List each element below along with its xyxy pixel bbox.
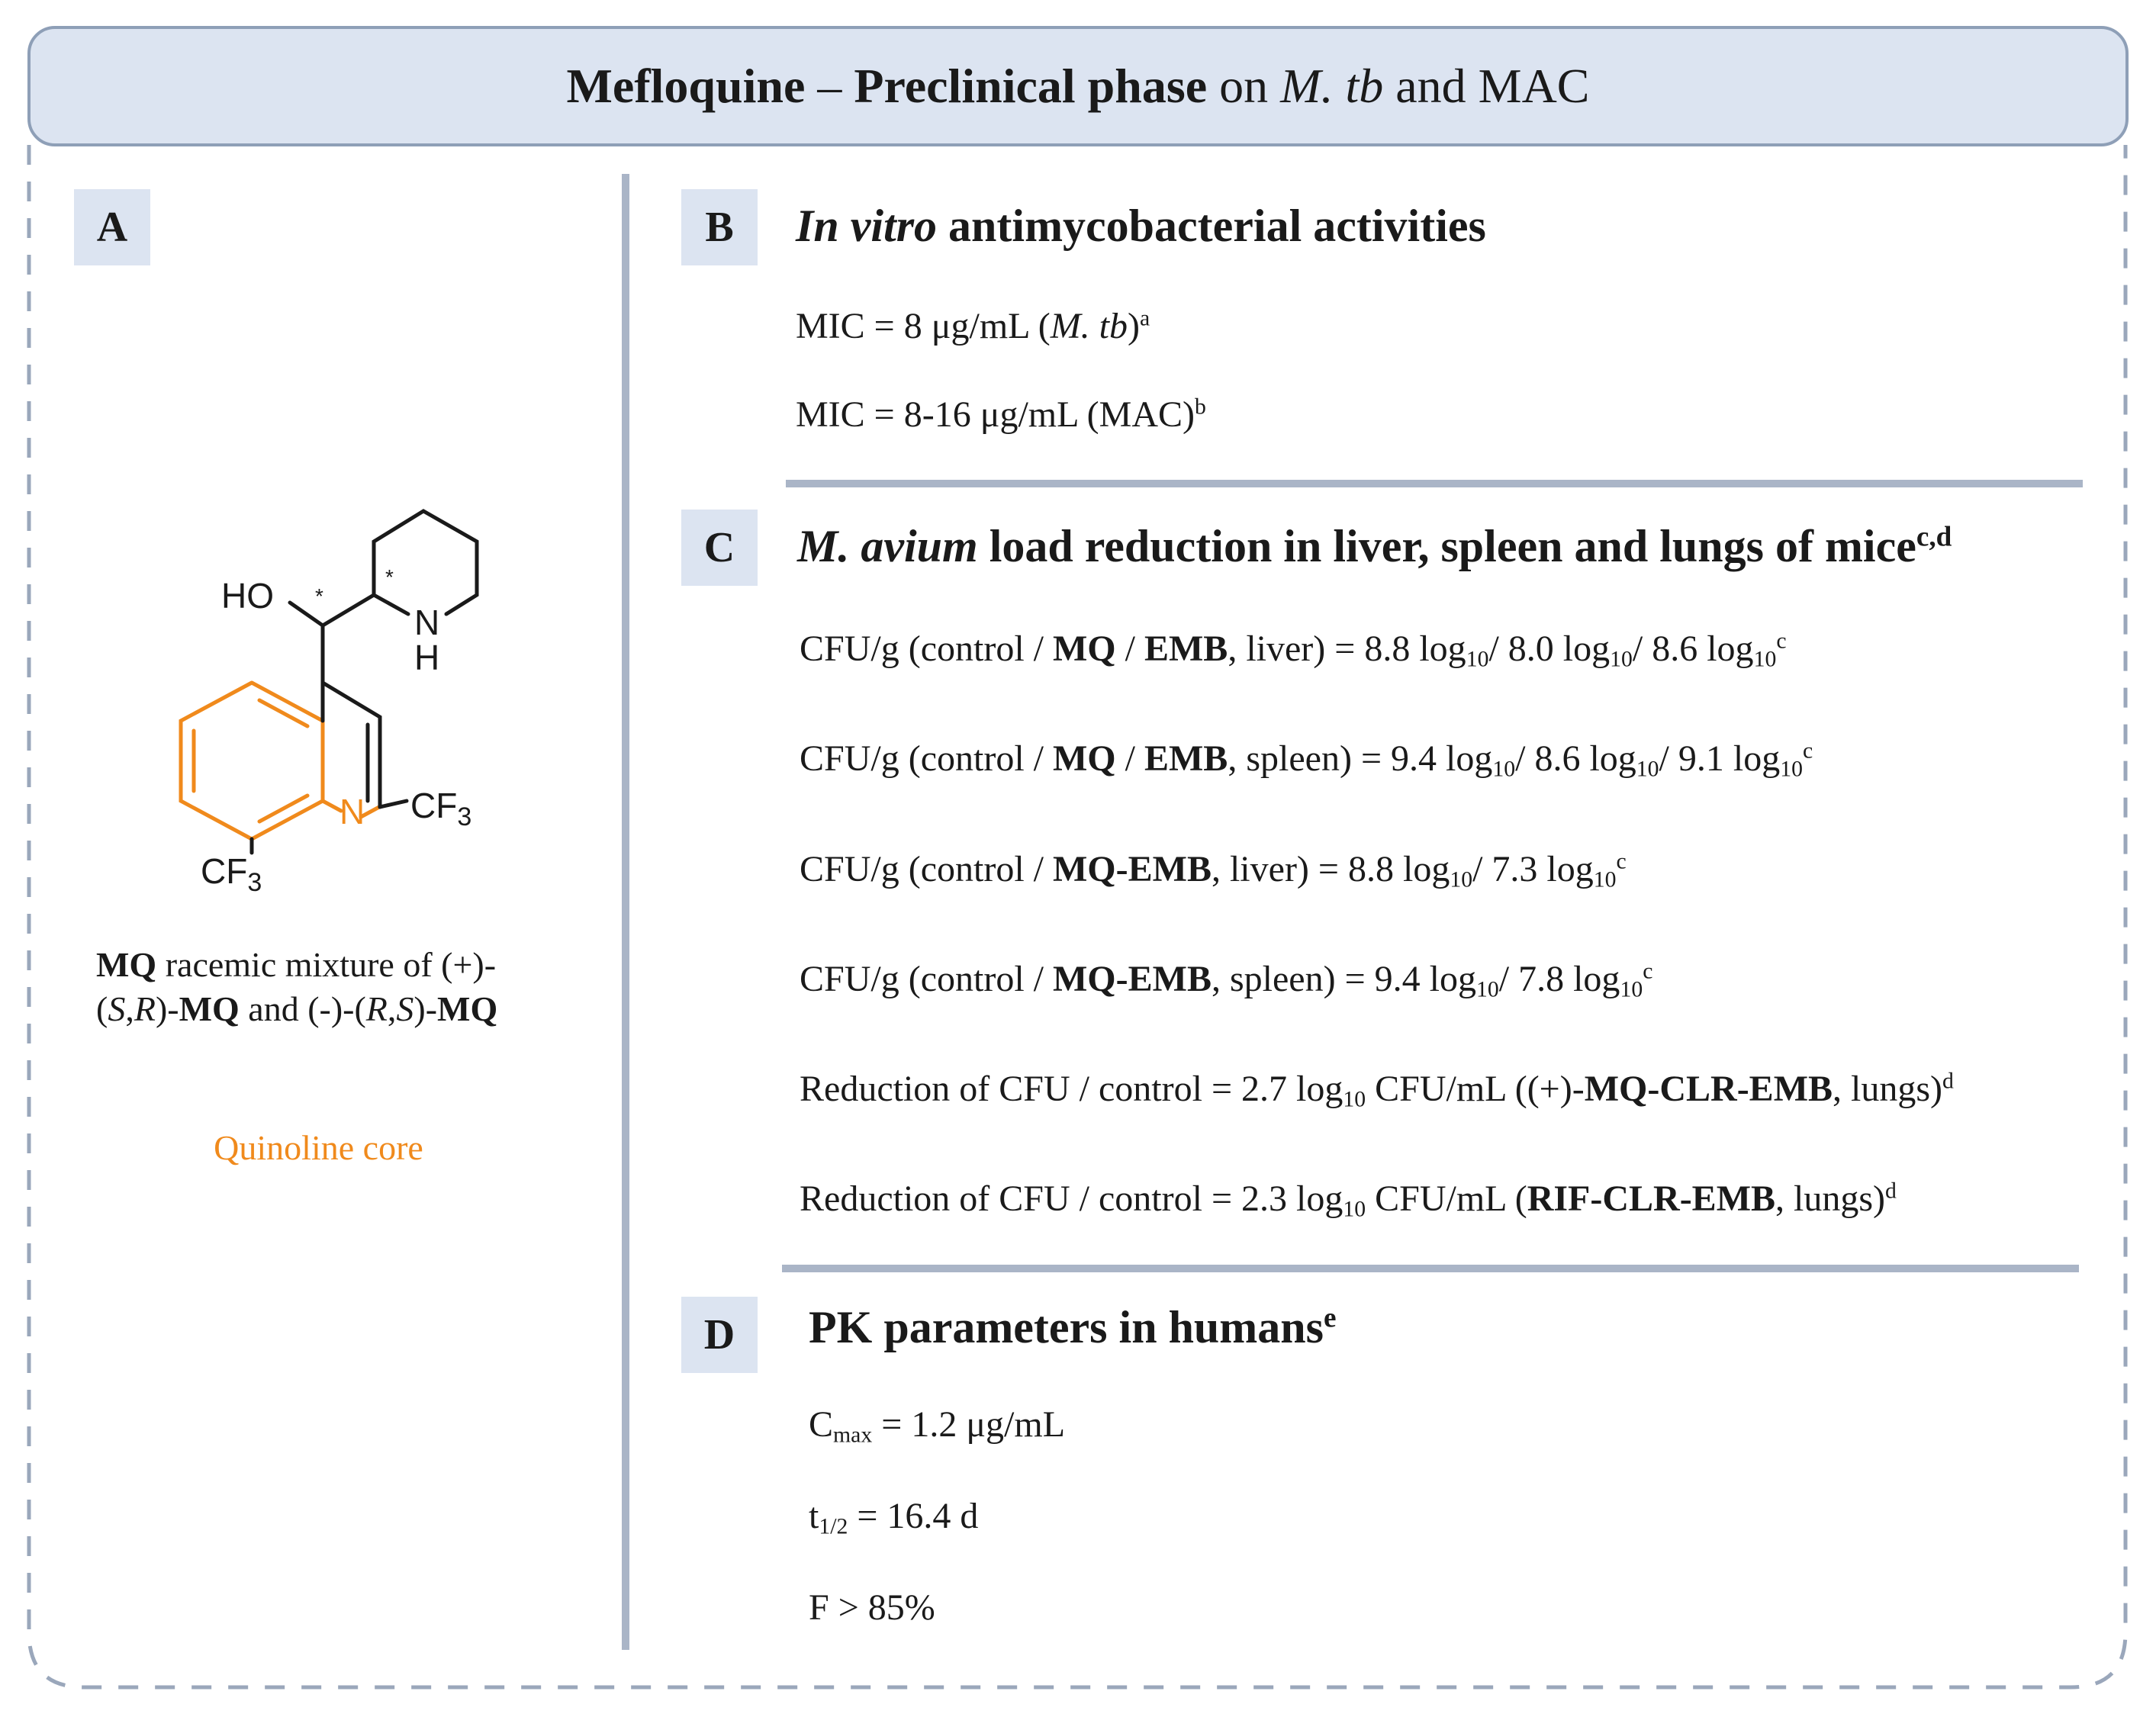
l3-ten-2: 10 (1593, 867, 1617, 892)
title-banner (27, 26, 2129, 146)
thalf-value: = 16.4 d (848, 1496, 979, 1536)
panel-c-title (797, 520, 1952, 573)
l1-ten-1: 10 (1466, 646, 1489, 672)
l2-emb: EMB (1144, 738, 1228, 779)
caption-and: and (-)-( (239, 989, 366, 1028)
thalf-subscript: 1/2 (819, 1513, 848, 1539)
l1-log-1: log (1419, 629, 1466, 669)
panel-d-title (809, 1301, 1337, 1354)
caption-comma-2: , (387, 989, 397, 1028)
l4-a: CFU/g (control / (800, 959, 1053, 999)
l1-mq-value: / 8.0 (1488, 629, 1563, 669)
l1-sep: / (1115, 629, 1144, 669)
l1-control-value: , liver) = 8.8 (1228, 629, 1420, 669)
caption-mq-2: MQ (179, 989, 240, 1028)
title-on: on (1207, 59, 1281, 113)
l5-regimen: MQ-CLR-EMB (1584, 1069, 1833, 1109)
panel-d-title-footnote: e (1324, 1302, 1337, 1334)
mq-caption-line2 (96, 989, 497, 1029)
stereocenter-star-1: * (315, 584, 323, 608)
l3-control-value: , liver) = 8.8 (1211, 849, 1403, 889)
thalf-symbol: t (809, 1496, 819, 1536)
panel-c-title-rest: load reduction in liver, spleen and lungs of mice (977, 521, 1916, 571)
divider-b-c (786, 480, 2083, 487)
cmax-subscript: max (833, 1422, 873, 1448)
l2-log-3: log (1733, 738, 1781, 779)
title-mac: and MAC (1383, 59, 1590, 113)
l6-a: Reduction of CFU / control = 2.3 (800, 1178, 1297, 1219)
l2-log-1: log (1446, 738, 1493, 779)
caption-s2: S (396, 989, 414, 1028)
mefloquine-structure (137, 481, 534, 908)
l6-log: log (1296, 1178, 1343, 1219)
divider-c-d (782, 1265, 2079, 1272)
panel-c-title-italic: M. avium (797, 521, 978, 571)
stereocenter-star-2: * (385, 565, 394, 589)
l6-b: CFU/mL ( (1366, 1178, 1527, 1219)
cfu-reduction-mq-clr-emb (800, 1068, 1954, 1110)
caption-close-1: )- (155, 989, 179, 1028)
cfu-liver-mq-emb (800, 628, 1787, 670)
l2-ten-3: 10 (1780, 756, 1803, 782)
l4-control-value: , spleen) = 9.4 (1211, 959, 1430, 999)
pk-half-life (809, 1495, 978, 1537)
caption-comma-1: , (125, 989, 134, 1028)
l5-footnote: d (1942, 1068, 1954, 1094)
l2-sep: / (1115, 738, 1144, 779)
caption-s1: S (108, 989, 126, 1028)
l6-regimen: RIF-CLR-EMB (1527, 1178, 1776, 1219)
l5-log: log (1296, 1069, 1343, 1109)
l2-footnote: c (1802, 738, 1813, 764)
l6-footnote: d (1885, 1178, 1897, 1204)
caption-text-1: racemic mixture of (+)- (156, 945, 497, 984)
cmax-symbol: C (809, 1404, 834, 1445)
mic-mtb-value: MIC = 8 μg/mL ( (796, 306, 1051, 346)
l1-log-3: log (1707, 629, 1754, 669)
l2-control-value: , spleen) = 9.4 (1228, 738, 1446, 779)
mq-caption-line1 (96, 944, 496, 985)
panel-a-badge: A (74, 189, 150, 265)
caption-r2: R (365, 989, 388, 1028)
cfu-spleen-mq-emb (800, 738, 1813, 780)
l1-emb: EMB (1144, 629, 1228, 669)
l4-combo-value: / 7.8 (1498, 959, 1574, 999)
cfu-spleen-mq-emb-combo (800, 958, 1652, 1000)
l6-ten: 10 (1343, 1196, 1366, 1222)
panel-d-badge: D (681, 1297, 758, 1373)
title-organism: M. tb (1280, 59, 1384, 113)
panel-b-badge: B (681, 189, 758, 265)
mic-mtb-organism: M. tb (1050, 306, 1128, 346)
mic-mac (796, 394, 1206, 436)
l4-ten-2: 10 (1620, 976, 1643, 1002)
l2-emb-value: / 9.1 (1659, 738, 1733, 779)
l1-ten-2: 10 (1610, 646, 1633, 672)
panel-b-title-rest: antimycobacterial activities (937, 201, 1486, 251)
l2-log-2: log (1589, 738, 1636, 779)
l1-ten-3: 10 (1753, 646, 1777, 672)
l4-log-1: log (1429, 959, 1476, 999)
l2-ten-1: 10 (1492, 756, 1516, 782)
cf3-bottom-label: $CF_3$ (201, 851, 262, 897)
l4-footnote: c (1643, 958, 1653, 984)
panel-b-title (796, 200, 1486, 252)
l2-ten-2: 10 (1636, 756, 1659, 782)
footnote-b: b (1195, 394, 1206, 420)
quinoline-n-label: N (339, 792, 365, 831)
caption-paren: ( (96, 989, 108, 1028)
l2-mq-value: / 8.6 (1515, 738, 1590, 779)
l3-footnote: c (1616, 848, 1627, 874)
title-phase: Preclinical phase (854, 59, 1208, 113)
panel-c-title-footnotes: c,d (1916, 521, 1952, 553)
l5-ten: 10 (1343, 1086, 1366, 1112)
caption-close-2: )- (414, 989, 438, 1028)
cmax-value: = 1.2 μg/mL (872, 1404, 1066, 1445)
l5-b: CFU/mL ((+)- (1366, 1069, 1585, 1109)
mic-mtb (796, 305, 1150, 347)
footnote-a: a (1140, 305, 1150, 331)
l4-combo: MQ-EMB (1053, 959, 1212, 999)
l3-combo-value: / 7.3 (1472, 849, 1547, 889)
l5-organ: , lungs) (1833, 1069, 1943, 1109)
pk-bioavailability: F > 85% (809, 1587, 935, 1628)
l1-emb-value: / 8.6 (1632, 629, 1707, 669)
l3-ten-1: 10 (1450, 867, 1473, 892)
cfu-reduction-rif-clr-emb (800, 1178, 1897, 1220)
l2-mq: MQ (1053, 738, 1116, 779)
quinoline-core-label: Quinoline core (214, 1128, 423, 1167)
title-drug: Mefloquine (566, 59, 806, 113)
l2-a: CFU/g (control / (800, 738, 1053, 779)
pk-cmax (809, 1404, 1066, 1448)
l3-a: CFU/g (control / (800, 849, 1053, 889)
banner-title (567, 58, 1590, 114)
piperidine-n-label: N (414, 603, 440, 642)
caption-mq-3: MQ (437, 989, 498, 1028)
piperidine-h-label: H (414, 638, 440, 677)
l5-a: Reduction of CFU / control = 2.7 (800, 1069, 1297, 1109)
caption-r1: R (134, 989, 156, 1028)
l3-combo: MQ-EMB (1053, 849, 1212, 889)
caption-mq-1: MQ (96, 945, 157, 984)
l6-organ: , lungs) (1775, 1178, 1886, 1219)
mic-mtb-close: ) (1128, 306, 1140, 346)
l1-a: CFU/g (control / (800, 629, 1053, 669)
l3-log-1: log (1402, 849, 1450, 889)
cfu-liver-mq-emb-combo (800, 848, 1627, 890)
l4-ten-1: 10 (1476, 976, 1499, 1002)
vertical-divider (622, 174, 629, 1650)
panel-d-title-text: PK parameters in humans (809, 1302, 1324, 1352)
cf3-right-label: $CF_3$ (410, 786, 472, 831)
panel-c-badge: C (681, 510, 758, 586)
l1-log-2: log (1562, 629, 1611, 669)
panel-b-title-italic: In vitro (796, 201, 938, 251)
hydroxyl-label: HO (221, 576, 274, 616)
l4-log-2: log (1573, 959, 1620, 999)
l1-footnote: c (1776, 628, 1787, 654)
title-dash: – (805, 59, 854, 113)
l1-mq: MQ (1053, 629, 1116, 669)
l3-log-2: log (1546, 849, 1594, 889)
mic-mac-value: MIC = 8-16 μg/mL (MAC) (796, 394, 1195, 435)
